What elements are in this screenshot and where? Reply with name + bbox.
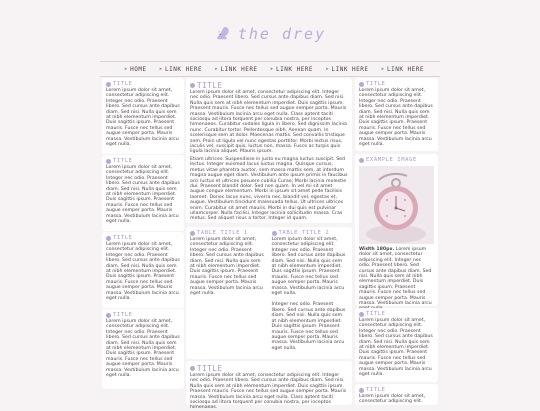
caption-bold: Width 180px. (359, 247, 395, 252)
main-post (186, 78, 352, 223)
left-box (102, 309, 184, 389)
table-text: Lorem ipsum dolor sit amet, consectetur adipiscing elit. Integer nec odio. Praesent libero. Sed cursus ante dapibus diam. Sed nisi. Nulla quis sem at nibh elementum imperdiet. Duis sagittis ipsum. Praesent mauris. Fusce nec tellus sed augue semper porta. Mauris massa. Vestibulum lacinia arcu eget nulla. (271, 237, 346, 297)
box-text: Lorem ipsum dolor sit amet, consectetur adipiscing elit. Integer nec odio. Praesent libero. Sed cursus ante dapibus diam. Sed nisi. Nulla quis sem at nibh elementum imperdiet. Duis sagittis ipsum. Praesent mauris. Fusce nec tellus sed augue semper porta. Mauris massa. Vestibulum lacinia arcu eget nulla. (106, 165, 180, 225)
site-header (0, 0, 540, 58)
box-title: TITLE (113, 158, 133, 164)
nav-link-2[interactable] (214, 64, 257, 74)
dot-icon (106, 313, 111, 318)
post-title: TITLE (197, 80, 223, 90)
table-section (186, 227, 352, 359)
box-text: Lorem ipsum dolor sit amet, consectetur adipiscing elit. Integer nec odio. Praesent libero. Sed cursus ante dapibus diam. Sed nisi. Nulla quis sem at nibh elementum imperdiet. Duis sagittis ipsum. Praesent mauris. Fusce nec tellus sed augue semper porta. Mauris massa. Vestibulum lacinia arcu eget nulla. (106, 242, 180, 302)
box-title: TITLE (366, 387, 386, 393)
image-caption: Lorem ipsum dolor sit amet, consectetur adipiscing elit. Integer nec odio. Praesent libero. Sed cursus ante dapibus diam. Sed nisi. Nulla quis sem at nibh elementum imperdiet. Duis sagittis ipsum. Praesent mauris. Fusce nec tellus sed augue semper porta. Mauris massa. Vestibulum lacinia arcu (359, 247, 432, 307)
bottom-post (186, 361, 352, 411)
nav-divider-top (100, 61, 440, 62)
box-text: Lorem ipsum dolor sit amet, consectetur adipiscing elit. Integer nec odio. Praesent libero. Sed cursus ante dapibus diam. Sed nisi. Nulla quis sem at nibh elementum imperdiet. Duis sagittis ipsum. Praesent mauris. Fusce nec tellus sed augue semper porta. Mauris massa. Vestibulum lacinia arcu eget nulla. (359, 88, 433, 148)
right-box (355, 384, 438, 405)
dot-icon (106, 82, 111, 87)
post-paragraph: Etiam ultrices. Suspendisse in justo eu magna luctus suscipit. Sed lectus. Integer euismod lacus luctus magna. Quisque cursus, metus vitae pharetra auctor, sem massa mattis sem, at interdum magna augue eget diam. Vestibulum ante ipsum primis in faucibus orci luctus et ultrices posuere cubilia Curae; Morbi lacinia molestie dui. Praesent blandit dolor. Sed non quam. In vel mi sit amet augue congue elementum. Morbi in ipsum sit amet pede facilisis laoreet. Donec lacus nunc, viverra nec, blandit vel, egestas et, augue. Vestibulum tincidunt malesuada tellus. Ut ultrices ultrices enim. Curabitur sit amet mauris. Morbi in dui quis est pulvinar ullamcorper. Nulla facilisi. Integer lacinia sollicitudin massa. Cras metus. Sed aliquet risus a tortor. Integer id quam. (190, 156, 348, 222)
nav-link-5[interactable] (381, 64, 424, 74)
arrow-icon: ➤ (325, 65, 330, 73)
box-heading (359, 80, 434, 88)
box-heading (106, 311, 180, 319)
nav-link-3[interactable] (270, 64, 313, 74)
table-column-1 (190, 229, 267, 351)
table-text: Integer nec odio. Praesent libero. Sed cursus ante dapibus diam. Sed nisi. Nulla quis sem at nibh elementum imperdiet. Duis sagittis ipsum. Praesent mauris. Fusce nec tellus sed augue semper porta. Mauris massa. Vestibulum lacinia arcu eget nulla. (271, 302, 346, 351)
box-heading (359, 310, 434, 318)
table-heading (272, 229, 349, 237)
box-text: Lorem ipsum dolor sit amet, consectetur adipiscing elit. (359, 394, 426, 405)
dot-icon (359, 158, 364, 163)
box-title: TITLE (113, 312, 133, 318)
squirrel-icon (214, 25, 230, 41)
post-title: TITLE (197, 363, 223, 373)
table-heading (190, 229, 267, 237)
box-title: TITLE (113, 235, 133, 241)
box-heading (359, 156, 434, 164)
box-heading (106, 80, 180, 88)
box-heading (359, 386, 434, 394)
pocket-watch-icon (359, 166, 434, 244)
box-title: TITLE (366, 311, 386, 317)
post-heading (190, 80, 348, 90)
left-box (102, 78, 184, 154)
nav-divider-bottom (100, 76, 440, 77)
example-image[interactable] (359, 166, 434, 244)
box-title: EXAMPLE IMAGE (366, 157, 417, 163)
arrow-icon: ➤ (124, 65, 129, 73)
table-title: TABLE TITLE 1 (197, 230, 248, 236)
box-title: TITLE (366, 81, 386, 87)
post-paragraph: Lorem ipsum dolor sit amet, consectetur adipiscing elit. Integer nec odio. Praesent libero. Sed cursus ante dapibus diam. Sed nisi. Nulla quis sem at nibh elementum imperdiet. Duis sagittis ipsum. Praesent mauris. Fusce nec tellus sed augue semper porta. Mauris massa. Vestibulum lacinia arcu eget nulla. Class aptent taciti sociosqu ad litora torquent per conubia nostra, per inceptos himenaeos. (190, 373, 347, 411)
box-heading (106, 234, 180, 242)
dot-icon (106, 159, 111, 164)
arrow-icon: ➤ (269, 65, 275, 73)
top-nav (124, 64, 424, 74)
box-title: TITLE (113, 81, 133, 87)
box-heading (106, 157, 180, 165)
dot-icon (190, 231, 195, 236)
nav-label: HOME (130, 65, 147, 73)
right-box (355, 308, 438, 382)
dot-icon (106, 236, 111, 241)
nav-label: LINK HERE (331, 65, 369, 73)
arrow-icon: ➤ (380, 65, 385, 73)
nav-label: LINK HERE (386, 65, 424, 73)
post-heading (190, 363, 348, 373)
dot-icon (359, 312, 364, 317)
nav-label: LINK HERE (276, 65, 314, 73)
dot-icon (359, 82, 364, 87)
box-text: Lorem ipsum dolor sit amet, consectetur adipiscing elit. Integer nec odio. Praesent libero. Sed cursus ante dapibus diam. Sed nisi. Nulla quis sem at nibh elementum imperdiet. Duis sagittis ipsum. Praesent mauris. Fusce nec tellus sed augue semper porta. Mauris massa. Vestibulum lacinia arcu eget nulla. (106, 319, 180, 379)
image-box (355, 154, 438, 306)
table-text: Lorem ipsum dolor sit amet, consectetur adipiscing elit. Integer nec odio. Praesent libero. Sed cursus ante dapibus diam. Sed nisi. Nulla quis sem at nibh elementum imperdiet. Duis sagittis ipsum. Praesent mauris. Fusce nec tellus sed augue semper porta. Mauris massa. Vestibulum lacinia arcu eget nulla. (190, 237, 264, 297)
left-box (102, 232, 184, 308)
nav-label: LINK HERE (220, 65, 258, 73)
nav-home[interactable] (124, 64, 147, 74)
site-title[interactable]: the drey (237, 25, 327, 43)
arrow-icon: ➤ (158, 65, 164, 73)
nav-link-4[interactable] (325, 64, 368, 74)
dot-icon (190, 366, 195, 371)
left-box (102, 155, 184, 231)
table-row (190, 229, 348, 351)
box-text: Lorem ipsum dolor sit amet, consectetur adipiscing elit. Integer nec odio. Praesent libero. Sed cursus ante dapibus diam. Sed nisi. Nulla quis sem at nibh elementum imperdiet. Duis sagittis ipsum. Praesent mauris. Fusce nec tellus sed augue semper porta. Mauris massa. Vestibulum lacinia arcu eget nulla. (106, 88, 180, 148)
post-paragraph: Lorem ipsum dolor sit amet, consectetur adipiscing elit. Integer nec odio. Praesent libero. Sed cursus ante dapibus diam. Sed nisi. Nulla quis sem at nibh elementum imperdiet. Duis sagittis ipsum. Praesent mauris. Fusce nec tellus sed augue semper porta. Mauris massa. Vestibulum lacinia arcu eget nulla. Class aptent taciti sociosqu ad litora torquent per conubia nostra, per inceptos himenaeos. Curabitur sodales ligula in libero. Sed dignissim lacinia nunc. Curabitur tortor. Pellentesque nibh. Aenean quam. In scelerisque sem at dolor. Maecenas mattis. Sed convallis tristique sem. Proin ut ligula vel nunc egestas porttitor. Morbi lectus risus, iaculis vel, suscipit quis, luctus non, massa. Fusce ac turpis quis ligula lacinia aliquet. Mauris ipsum. (190, 90, 347, 155)
table-title: TABLE TITLE 2 (278, 230, 330, 236)
box-text: Lorem ipsum dolor sit amet, consectetur adipiscing elit. Integer nec odio. Praesent libero. Sed cursus ante dapibus diam. Sed nisi. Nulla quis sem at nibh elementum imperdiet. Duis sagittis ipsum. Praesent mauris. Fusce nec tellus sed augue semper porta. Mauris massa. Vestibulum lacinia arcu eget nulla. (359, 318, 433, 378)
dot-icon (272, 231, 277, 236)
dot-icon (190, 83, 195, 88)
right-box (355, 78, 438, 151)
nav-link-1[interactable] (159, 64, 202, 74)
arrow-icon: ➤ (214, 65, 219, 73)
nav-label: LINK HERE (165, 65, 203, 73)
dot-icon (359, 388, 364, 393)
table-column-2 (272, 229, 349, 351)
